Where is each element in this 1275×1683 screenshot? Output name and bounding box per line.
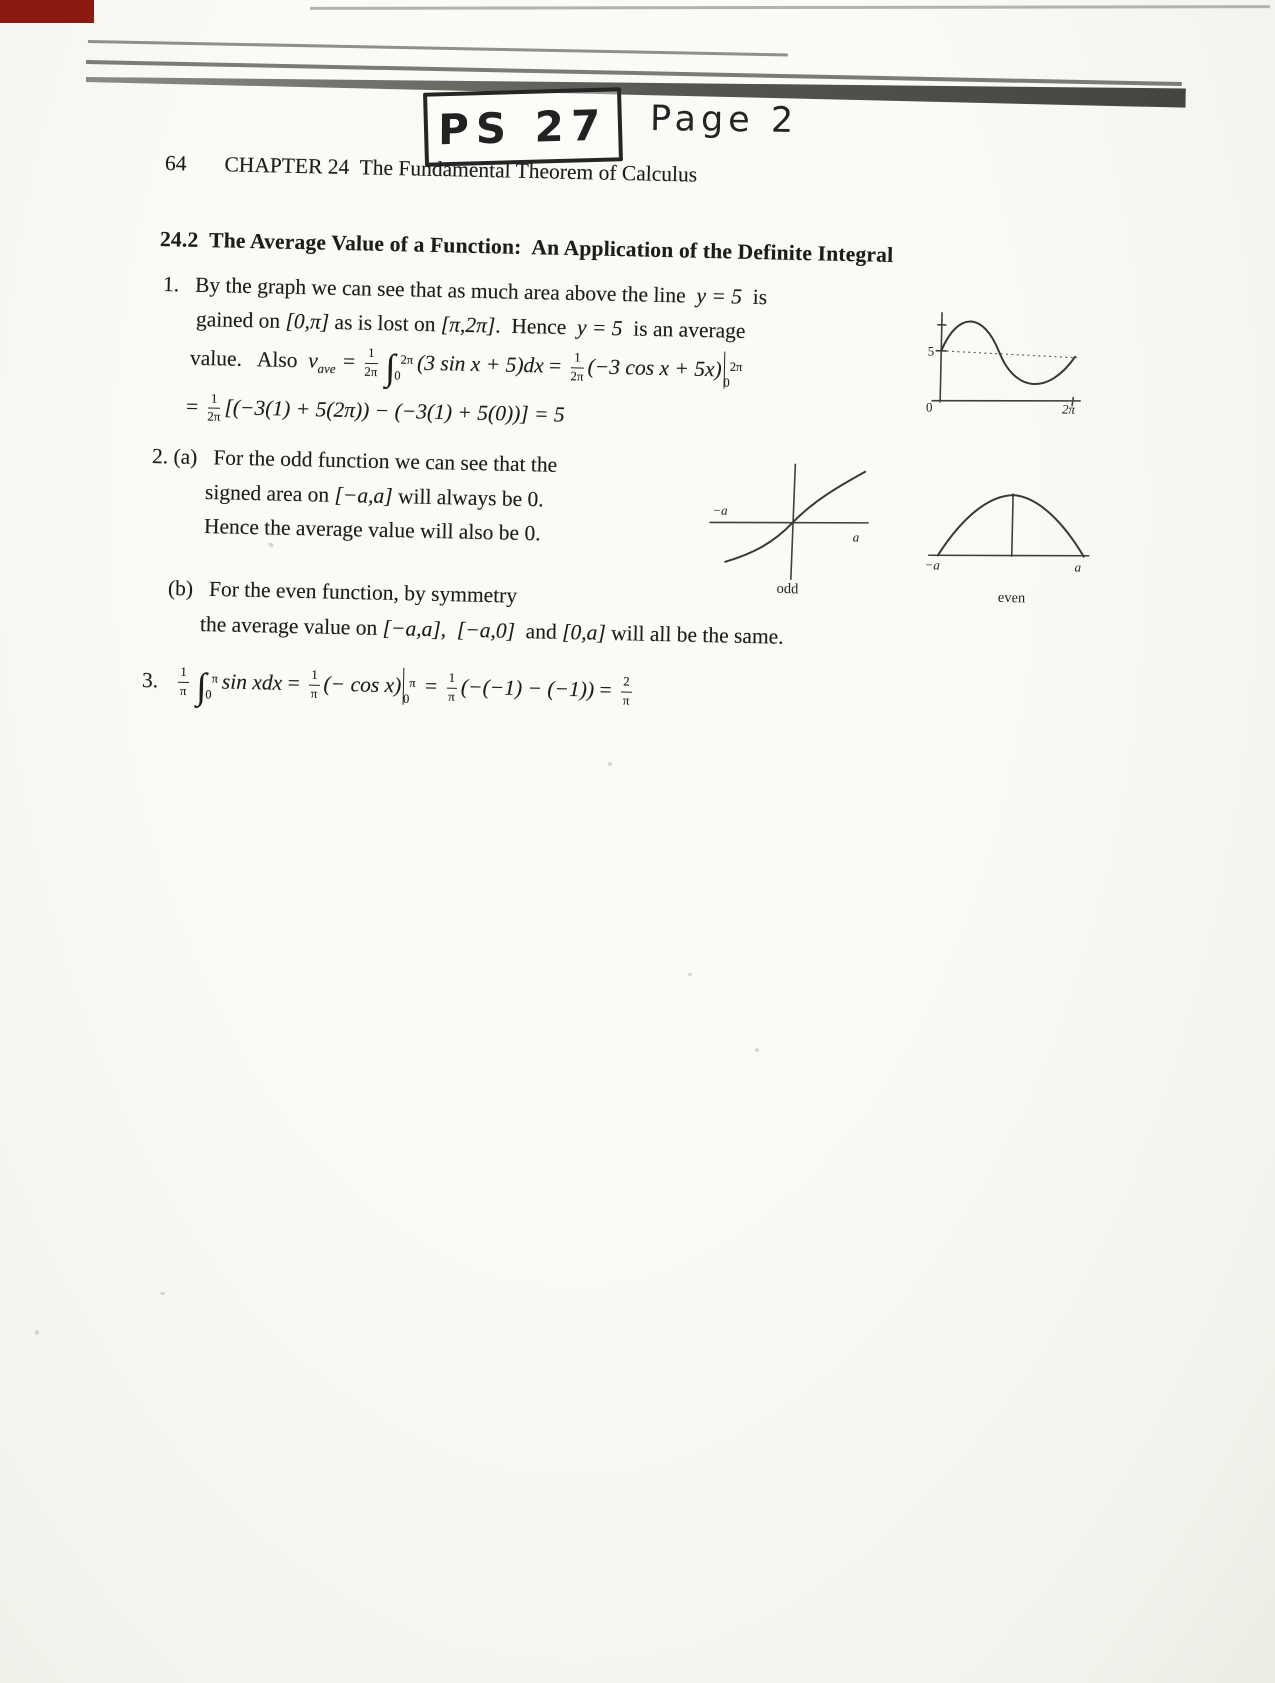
item3-number: 3. [141, 667, 159, 693]
text-segment: will always be 0. [392, 484, 544, 512]
page-number: 64 [164, 151, 187, 176]
math-segment: [(−3(1) + 5(2π)) − (−3(1) + 5(0))] = 5 [224, 395, 565, 427]
fraction [621, 675, 632, 709]
item3-formula [142, 662, 636, 713]
upper-bound: 2π [400, 352, 414, 367]
scan-speck [608, 762, 612, 766]
integral-bounds [205, 670, 218, 704]
text-segment [446, 617, 457, 641]
integral-sign: ∫ [385, 346, 396, 388]
item2a-line1 [152, 443, 558, 479]
right-endpoint-label: a [1074, 559, 1082, 575]
text-segment: . Hence [494, 313, 578, 340]
math-segment: [0,a] [561, 619, 606, 645]
item1-line3-formula [190, 340, 747, 392]
scan-speck [35, 1330, 39, 1335]
left-endpoint-label: −a [924, 557, 940, 573]
item2a-line3: Hence the average value will also be 0. [203, 514, 541, 546]
item1-number: 1. [162, 272, 180, 297]
fraction-denominator: 2π [207, 409, 221, 425]
math-segment: [−a,a], [382, 615, 447, 642]
fraction [178, 665, 189, 699]
y-tick-label-5: 5 [927, 343, 935, 359]
fraction [364, 346, 378, 380]
item1-line2 [196, 306, 746, 345]
math-segment: y = 5 [696, 283, 743, 309]
handwritten-ps-box [423, 87, 623, 166]
left-endpoint-label: −a [712, 502, 728, 518]
x-end-label-2pi: 2π [1061, 401, 1076, 417]
text-segment: gained on [195, 307, 286, 333]
math-segment: [0,π] [285, 308, 330, 334]
fraction-denominator: 2π [570, 369, 584, 384]
math-segment: [−a,a] [334, 482, 393, 509]
fraction [207, 391, 221, 425]
x-axis-line [932, 398, 1080, 404]
scan-speck [267, 542, 274, 549]
equals-sign: = [185, 394, 204, 419]
handwritten-ps-label: PS 27 [438, 100, 608, 154]
item2a-line2 [205, 479, 544, 513]
upper-bound: π [409, 675, 416, 690]
right-endpoint-label: a [852, 529, 860, 545]
text-segment: as is lost on [328, 309, 442, 337]
scan-artifact-thin-streak [88, 40, 788, 56]
evaluation-bounds [403, 674, 416, 708]
text-segment: signed area on [204, 480, 335, 507]
equals-sign: = [543, 353, 567, 378]
y-axis-line [940, 313, 942, 402]
math-segment: (−3 cos x + 5x) [587, 354, 722, 382]
fraction-numerator: 1 [571, 351, 584, 369]
equals-sign: = [419, 673, 443, 699]
integral-sign: ∫ [196, 665, 207, 707]
text-segment: and [514, 618, 563, 644]
fraction-numerator: 1 [309, 668, 320, 686]
text-segment: will all be the same. [605, 620, 784, 649]
fraction-denominator: π [179, 683, 187, 698]
item1-line4-formula [186, 391, 565, 433]
item2b-line1 [168, 575, 518, 609]
section-title: 24.2 The Average Value of a Function: An Application of the Definite Integral [159, 227, 894, 267]
fraction [570, 351, 584, 385]
equals-sign: = [281, 670, 306, 696]
x-axis-line [710, 519, 868, 525]
fraction-numerator: 1 [178, 665, 189, 683]
math-segment: y = 5 [576, 315, 623, 341]
upper-bound: π [211, 671, 219, 686]
lower-bound: 0 [394, 368, 401, 383]
item1-line1 [163, 271, 768, 311]
fraction-numerator: 2 [621, 675, 632, 693]
equals-sign: = [593, 677, 618, 703]
fraction-denominator: π [448, 689, 455, 704]
math-segment: (3 sin x + 5)dx [416, 350, 545, 378]
scan-artifact-red-corner [0, 0, 94, 23]
subscript-ave: ave [317, 361, 336, 377]
handwritten-page-label: Page 2 [649, 98, 799, 142]
y-axis-line [1012, 494, 1013, 556]
fraction-numerator: 1 [207, 391, 220, 409]
item2b-number: (b) [167, 576, 194, 601]
integral-bounds [394, 351, 413, 385]
graph-sine-average-value [902, 304, 1094, 423]
text-segment: is an average [622, 316, 746, 343]
math-segment: (−(−1) − (−1)) [460, 674, 595, 702]
math-segment: (− cos x) [323, 671, 402, 698]
math-segment: sin xdx [221, 669, 283, 695]
text-segment: is [741, 284, 768, 310]
fraction-denominator: 2π [364, 364, 378, 379]
fraction-denominator: π [310, 686, 318, 701]
graph-odd-function [688, 450, 886, 604]
text-segment: the average value on [199, 612, 383, 640]
fraction [309, 668, 320, 702]
graph-even-function [916, 480, 1104, 612]
text-segment: For the odd function we can see that the [213, 445, 558, 477]
average-line-y5-dashed [941, 351, 1077, 358]
math-segment: [−a,0] [456, 617, 516, 643]
text-segment: By the graph we can see that as much area above the line [194, 272, 697, 308]
variable-v: v [308, 348, 319, 373]
graph-caption-odd: odd [776, 580, 799, 598]
math-segment: [π,2π] [440, 312, 496, 338]
origin-label: 0 [925, 399, 933, 415]
scan-speck [755, 1048, 759, 1052]
lower-bound: 0 [205, 687, 212, 702]
text-segment: For the even function, by symmetry [208, 576, 518, 608]
text-segment: value. Also [189, 345, 309, 373]
x-axis-line [929, 552, 1089, 558]
graph-caption-even: even [997, 589, 1026, 607]
fraction [446, 671, 457, 705]
chapter-title: CHAPTER 24 The Fundamental Theorem of Calculus [224, 152, 698, 187]
upper-bound: 2π [729, 359, 743, 374]
lower-bound: 0 [402, 692, 410, 707]
fraction-numerator: 1 [365, 346, 378, 364]
lower-bound: 0 [723, 375, 730, 391]
fraction-numerator: 1 [446, 671, 457, 689]
fraction-denominator: π [622, 693, 630, 708]
scan-artifact-top-edge-line [310, 5, 1270, 10]
scan-speck [160, 1292, 165, 1295]
item2b-line2 [200, 611, 784, 651]
scan-speck [688, 973, 692, 976]
sine-curve [941, 321, 1076, 385]
evaluation-bounds [723, 358, 742, 392]
item2a-number: 2. (a) [151, 444, 198, 469]
equals-sign: = [337, 348, 361, 374]
